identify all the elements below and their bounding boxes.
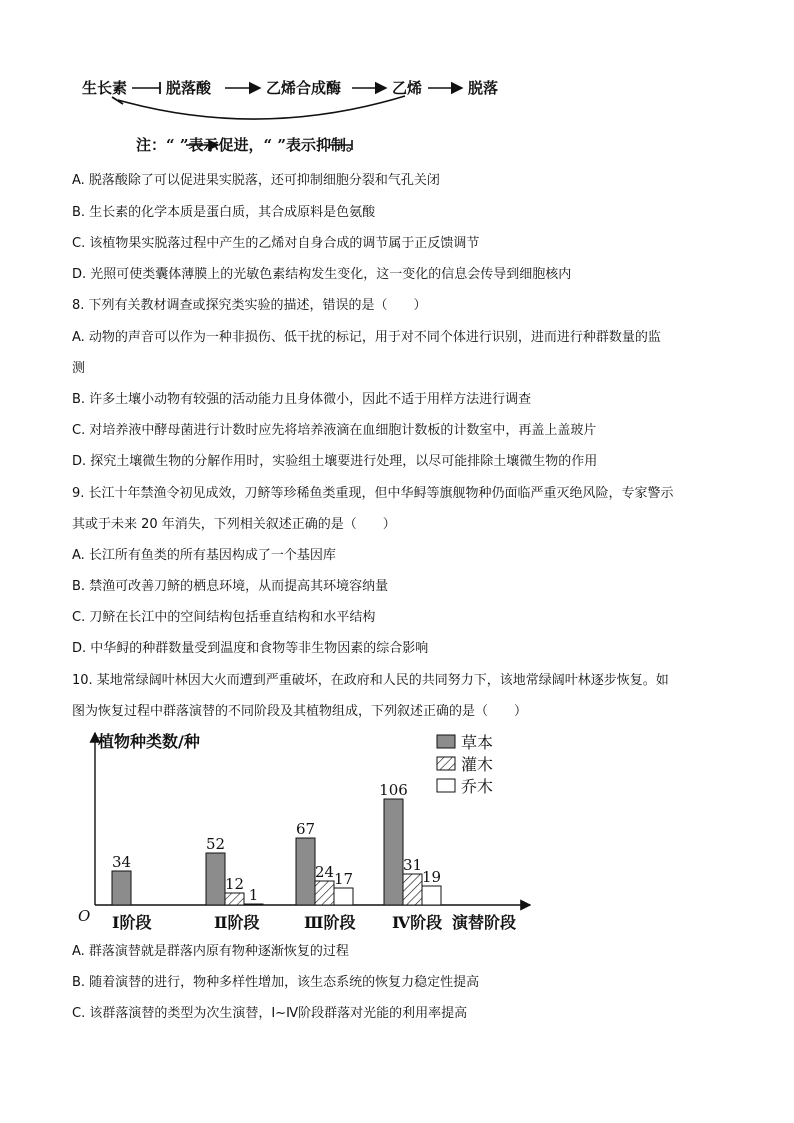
q7-option-c: C. 该植物果实脱落过程中产生的乙烯对自身合成的调节属于正反馈调节 [72, 236, 480, 251]
bar-灌木-2 [315, 881, 334, 905]
q7-option-a: A. 脱落酸除了可以促进果实脱落，还可抑制细胞分裂和气孔关闭 [72, 173, 440, 188]
q10-stem-2: 图为恢复过程中群落演替的不同阶段及其植物组成，下列叙述正确的是（ ） [72, 704, 528, 719]
data-label: 24 [314, 863, 335, 881]
bar-乔木-2 [334, 888, 353, 905]
q7-option-b: B. 生长素的化学本质是蛋白质，其合成原料是色氨酸 [72, 205, 376, 220]
node-aba: 脱落酸 [166, 79, 212, 97]
bar-乔木-3 [422, 886, 441, 905]
node-ethylene: 乙烯 [392, 79, 423, 97]
data-label: 31 [402, 856, 423, 874]
origin-label: O [78, 907, 91, 925]
legend-label: 草本 [461, 733, 494, 752]
x-axis-label: 演替阶段 [452, 913, 517, 932]
bar-草本-3 [384, 799, 403, 905]
bar-草本-2 [296, 838, 315, 905]
hormone-pathway-diagram [0, 0, 794, 160]
x-tick-label: Ⅱ阶段 [214, 913, 260, 932]
q9-stem-2: 其或于未来 20 年消失，下列相关叙述正确的是（ ） [72, 517, 396, 532]
q8-option-c: C. 对培养液中酵母菌进行计数时应先将培养液滴在血细胞计数板的计数室中，再盖上盖玻片 [72, 423, 597, 438]
data-label: 17 [333, 870, 354, 888]
x-tick-label: Ⅰ阶段 [112, 913, 152, 932]
node-ethylene-synthase: 乙烯合成酶 [266, 79, 342, 97]
data-label: 19 [421, 868, 442, 886]
q9-option-b: B. 禁渔可改善刀鲚的栖息环境，从而提高其环境容纳量 [72, 579, 389, 594]
q10-option-b: B. 随着演替的进行，物种多样性增加，该生态系统的恢复力稳定性提高 [72, 975, 480, 990]
node-abscission: 脱落 [468, 79, 499, 97]
q8-option-a: A. 动物的声音可以作为一种非损伤、低干扰的标记，用于对不同个体进行识别，进而进行种群数量的监 [72, 330, 661, 345]
data-label: 106 [379, 781, 408, 799]
x-tick-label: Ⅲ阶段 [304, 913, 356, 932]
bar-灌木-3 [403, 874, 422, 905]
q9-option-d: D. 中华鲟的种群数量受到温度和食物等非生物因素的综合影响 [72, 641, 429, 656]
x-tick-label: Ⅳ阶段 [392, 913, 443, 932]
feedback-curve [118, 96, 405, 119]
data-label: 67 [295, 820, 316, 838]
q8-option-d: D. 探究土壤微生物的分解作用时，实验组土壤要进行处理，以尽可能排除土壤微生物的作用 [72, 454, 598, 469]
legend-label: 灌木 [461, 755, 494, 774]
q10-option-a: A. 群落演替就是群落内原有物种逐渐恢复的过程 [72, 944, 349, 959]
data-label: 34 [111, 853, 132, 871]
y-axis-label: 植物种类数/种 [98, 732, 200, 751]
bar-草本-1 [206, 853, 225, 905]
q7-option-d: D. 光照可使类囊体薄膜上的光敏色素结构发生变化，这一变化的信息会传导到细胞核内 [72, 267, 572, 282]
q9-stem-1: 9. 长江十年禁渔令初见成效，刀鲚等珍稀鱼类重现，但中华鲟等旗舰物种仍面临严重灭绝风险，专家警示 [72, 486, 674, 501]
data-label: 52 [205, 835, 226, 853]
q8-option-b: B. 许多土壤小动物有较强的活动能力且身体微小，因此不适于用样方法进行调查 [72, 392, 532, 407]
q9-option-c: C. 刀鲚在长江中的空间结构包括垂直结构和水平结构 [72, 610, 376, 625]
legend-swatch-2 [437, 779, 455, 792]
succession-bar-chart [60, 725, 560, 940]
bar-灌木-1 [225, 893, 244, 905]
node-auxin: 生长素 [82, 79, 128, 97]
q8-option-a-cont: 测 [72, 361, 86, 376]
data-label: 12 [224, 875, 245, 893]
diagram-note: 注：“ ”表示促进，“ ”表示抑制。 [136, 136, 361, 154]
q10-stem-1: 10. 某地常绿阔叶林因大火而遭到严重破坏，在政府和人民的共同努力下，该地常绿阔叶林逐步恢复。如 [72, 673, 669, 688]
q10-option-c: C. 该群落演替的类型为次生演替，I~Ⅳ阶段群落对光能的利用率提高 [72, 1006, 468, 1021]
bar-乔木-1 [244, 904, 263, 905]
legend-swatch-0 [437, 735, 455, 748]
legend-swatch-1 [437, 757, 455, 770]
q9-option-a: A. 长江所有鱼类的所有基因构成了一个基因库 [72, 548, 336, 563]
legend-label: 乔木 [461, 777, 494, 796]
bar-草本-0 [112, 871, 131, 905]
data-label: 1 [248, 886, 259, 904]
q8-stem: 8. 下列有关教材调查或探究类实验的描述，错误的是（ ） [72, 298, 427, 313]
